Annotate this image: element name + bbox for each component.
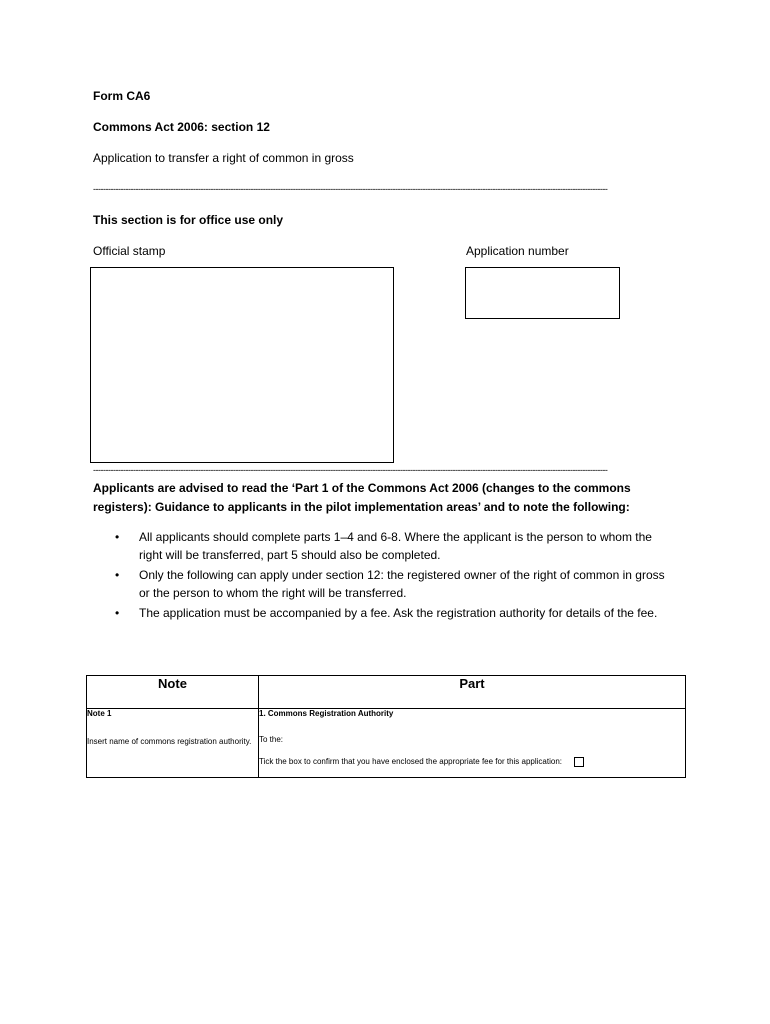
office-use-heading: This section is for office use only (93, 213, 284, 227)
bullet-icon: • (115, 606, 120, 620)
note-text: Insert name of commons registration authority. (87, 737, 252, 746)
advice-paragraph: Applicants are advised to read the ‘Part 1 of the Commons Act 2006 (changes to the commons registers): Guidance to applicants in the pilot implementation areas’ and to note the following: (93, 481, 631, 514)
column-header-note: Note (87, 676, 259, 709)
official-stamp-label: Official stamp (93, 244, 166, 258)
separator-top: -------------------------------------------------------------------------------------------------------------------------------------------------------------------------------------------------------------- (93, 184, 608, 194)
list-item (115, 528, 675, 564)
application-number-label: Application number (466, 244, 569, 258)
bullet-icon: • (115, 568, 120, 582)
notes-list (115, 528, 675, 624)
part-title: 1. Commons Registration Authority (259, 709, 394, 718)
application-number-box[interactable] (465, 267, 620, 319)
list-item (115, 566, 675, 602)
bullet-text: Only the following can apply under section 12: the registered owner of the right of common in gross or the person to whom the right will be transferred. (139, 568, 665, 600)
column-header-part: Part (259, 676, 686, 709)
table-header-row (87, 676, 686, 709)
fee-checkbox[interactable] (574, 757, 584, 767)
separator-bottom: -------------------------------------------------------------------------------------------------------------------------------------------------------------------------------------------------------------- (93, 465, 608, 475)
bullet-text: All applicants should complete parts 1–4 and 6-8. Where the applicant is the person to whom the right will be transferred, part 5 should also be completed. (139, 530, 652, 562)
to-label: To the: (259, 735, 284, 744)
note-title: Note 1 (87, 709, 112, 718)
notes-table (86, 675, 686, 778)
act-heading: Commons Act 2006: section 12 (93, 120, 270, 134)
table-row (87, 709, 686, 778)
form-title: Application to transfer a right of common in gross (93, 151, 354, 165)
form-id: Form CA6 (93, 89, 151, 103)
note-cell (87, 709, 259, 778)
bullet-text: The application must be accompanied by a fee. Ask the registration authority for details of the fee. (139, 606, 658, 620)
bullet-icon: • (115, 530, 120, 544)
part-cell (259, 709, 686, 778)
fee-confirm-row (259, 757, 685, 767)
official-stamp-box (90, 267, 394, 463)
list-item (115, 604, 675, 622)
fee-confirm-text: Tick the box to confirm that you have enclosed the appropriate fee for this application: (259, 757, 562, 767)
